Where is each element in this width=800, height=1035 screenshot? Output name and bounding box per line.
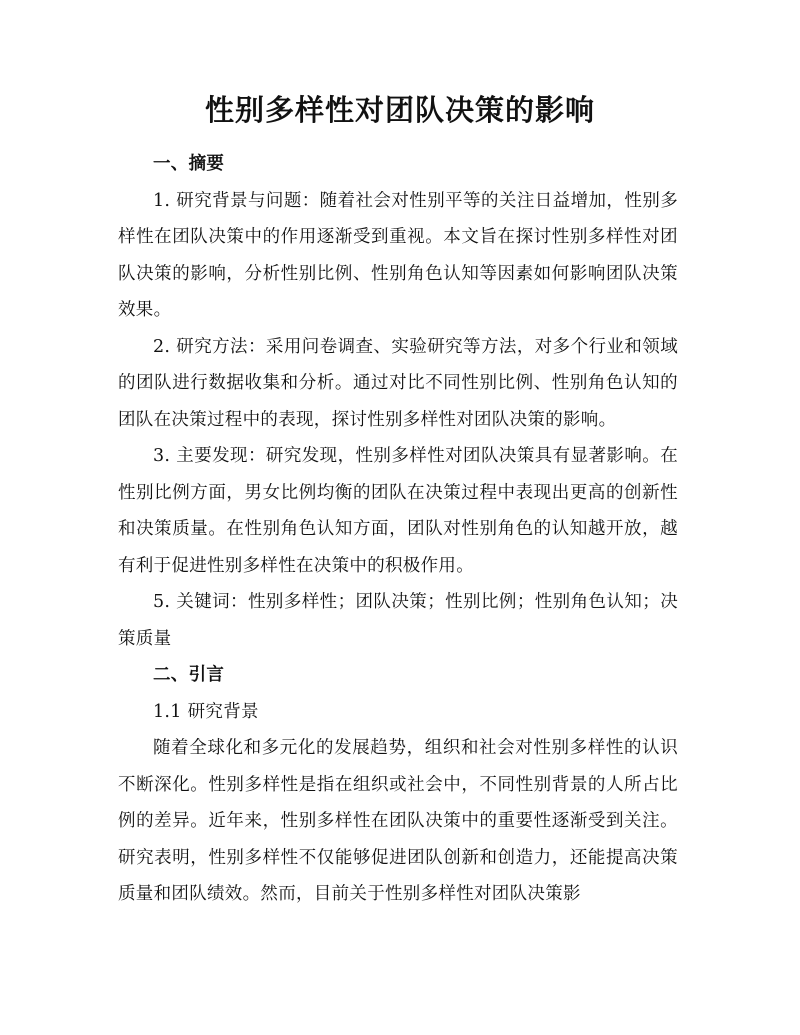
abstract-paragraph-findings: 3. 主要发现：研究发现，性别多样性对团队决策具有显著影响。在性别比例方面，男女比例均衡的团队在决策过程中表现出更高的创新性和决策质量。在性别角色认知方面，团队对性别角色的认知越开放，越有利于促进性别多样性在决策中的积极作用。	[118, 446, 678, 576]
document-title: 性别多样性对团队决策的影响	[204, 93, 595, 127]
section-heading-introduction: 二、引言	[153, 665, 225, 685]
abstract-paragraph-background: 1. 研究背景与问题：随着社会对性别平等的关注日益增加，性别多样性在团队决策中的作用逐渐受到重视。本文旨在探讨性别多样性对团队决策的影响，分析性别比例、性别角色认知等因素如何影响团队决策效果。	[118, 190, 678, 320]
abstract-paragraph-keywords: 5. 关键词：性别多样性；团队决策；性别比例；性别角色认知；决策质量	[118, 592, 678, 649]
subsection-heading-background: 1.1 研究背景	[153, 701, 259, 722]
document-body	[118, 146, 678, 913]
introduction-paragraph: 随着全球化和多元化的发展趋势，组织和社会对性别多样性的认识不断深化。性别多样性是指在组织或社会中，不同性别背景的人所占比例的差异。近年来，性别多样性在团队决策中的重要性逐渐受到关注。研究表明，性别多样性不仅能够促进团队创新和创造力，还能提高决策质量和团队绩效。然而，目前关于性别多样性对团队决策影	[118, 738, 678, 904]
section-heading-abstract: 一、摘要	[153, 154, 225, 174]
abstract-paragraph-method: 2. 研究方法：采用问卷调查、实验研究等方法，对多个行业和领域的团队进行数据收集和分析。通过对比不同性别比例、性别角色认知的团队在决策过程中的表现，探讨性别多样性对团队决策的影响。	[118, 336, 678, 430]
